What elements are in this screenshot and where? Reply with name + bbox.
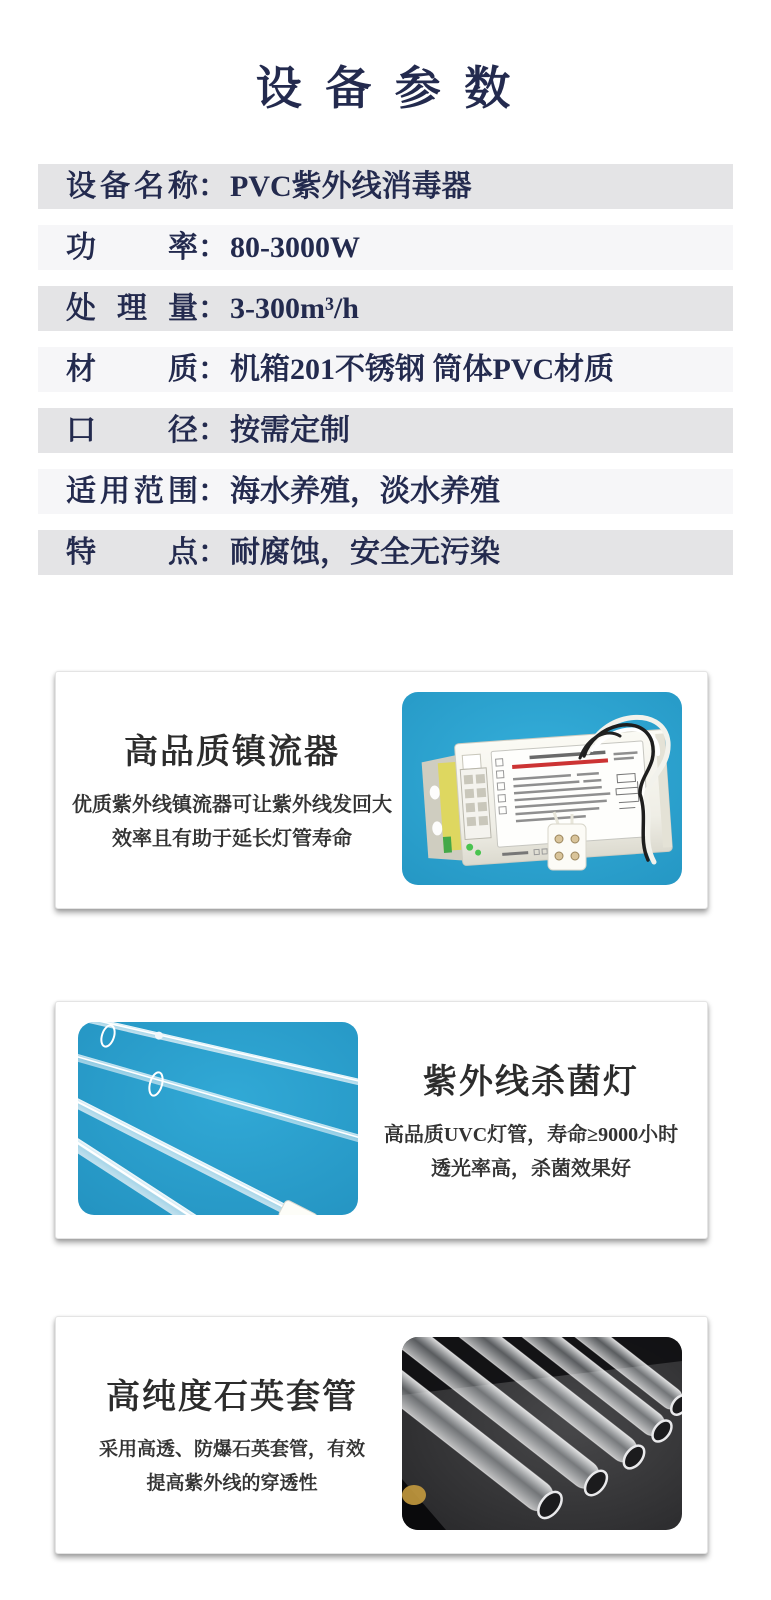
param-colon: ： (198, 353, 228, 386)
param-value: 海水养殖，淡水养殖 (230, 475, 500, 508)
param-value: 按需定制 (230, 414, 350, 447)
card-text-block (355, 1002, 707, 1238)
card-body-line: 采用高透、防爆石英套管，有效 (98, 1439, 365, 1460)
ballast-photo (402, 692, 682, 885)
param-colon: ： (198, 414, 228, 447)
param-row (38, 164, 733, 209)
param-value: 耐腐蚀，安全无污染 (230, 536, 500, 569)
param-value: 80-3000W (230, 231, 360, 264)
card-body-line: 效率且有助于延长灯管寿命 (112, 828, 352, 850)
ballast-device (421, 729, 673, 868)
param-label: 功率 (66, 231, 198, 264)
feature-card-uv-lamp (55, 1001, 708, 1239)
param-label: 处理量 (66, 292, 198, 325)
uv-lamp-photo-svg (78, 1022, 358, 1215)
card-text-block (56, 672, 408, 908)
card-body-line: 透光率高，杀菌效果好 (431, 1158, 631, 1180)
param-row (38, 469, 733, 514)
card-text-block (56, 1317, 408, 1553)
ballast-photo-svg (402, 692, 682, 885)
param-colon: ： (198, 170, 228, 203)
param-value: PVC紫外线消毒器 (230, 170, 472, 203)
card-title: 高品质镇流器 (124, 734, 340, 771)
param-label: 特点 (66, 536, 198, 569)
param-colon: ： (198, 536, 228, 569)
param-label: 适用范围 (66, 475, 198, 508)
card-title: 高纯度石英套管 (106, 1379, 358, 1416)
param-row (38, 286, 733, 331)
param-label: 口径 (66, 414, 198, 447)
param-label: 材质 (66, 353, 198, 386)
param-row (38, 530, 733, 575)
quartz-photo-svg (402, 1337, 682, 1530)
param-value: 机箱201不锈钢 筒体PVC材质 (230, 353, 615, 386)
uv-lamp-photo (78, 1022, 358, 1215)
param-label: 设备名称 (66, 170, 198, 203)
param-row (38, 225, 733, 270)
param-row (38, 408, 733, 453)
page-title: 设 备 参 数 (255, 63, 516, 114)
feature-card-ballast (55, 671, 708, 909)
card-body-line: 优质紫外线镇流器可让紫外线发回大 (72, 794, 392, 816)
card-body-line: 高品质UVC灯管，寿命≥9000小时 (383, 1124, 679, 1146)
param-colon: ： (198, 292, 228, 325)
card-title: 紫外线杀菌灯 (423, 1064, 639, 1101)
param-value: 3-300m³/h (230, 292, 359, 325)
quartz-photo (402, 1337, 682, 1530)
param-colon: ： (198, 475, 228, 508)
params-table (38, 164, 733, 575)
param-colon: ： (198, 231, 228, 264)
feature-card-quartz (55, 1316, 708, 1554)
param-row (38, 347, 733, 392)
gold-fitting (402, 1485, 426, 1505)
card-body-line: 提高紫外线的穿透性 (146, 1473, 318, 1494)
